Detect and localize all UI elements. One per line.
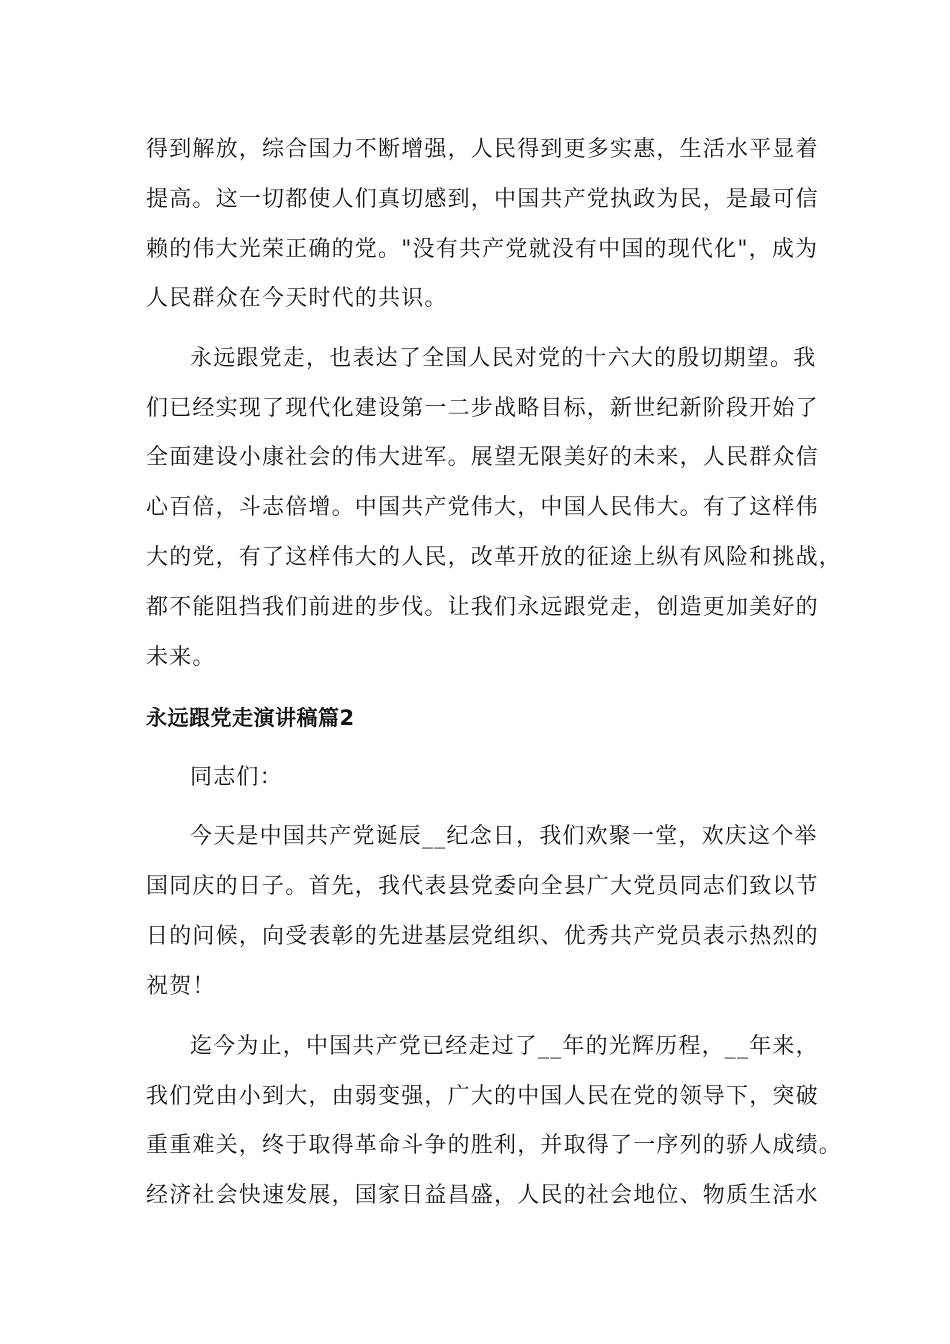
paragraph-line: 经济社会快速发展，国家日益昌盛，人民的社会地位、物质生活水 [146,1183,819,1208]
paragraph-line: 都不能阻挡我们前进的步伐。让我们永远跟党走，创造更加美好的 [146,595,819,620]
paragraph-line: 祝贺！ [146,974,216,999]
paragraph-line: 迄今为止，中国共产党已经走过了__年的光辉历程，__年来， [190,1034,819,1059]
paragraph-line: 得到解放，综合国力不断增强，人民得到更多实惠，生活水平显着 [146,137,819,162]
paragraph-line: 国同庆的日子。首先，我代表县党委向全县广大党员同志们致以节 [146,874,819,899]
salutation: 同志们： [190,765,283,790]
paragraph-line: 提高。这一切都使人们真切感到，中国共产党执政为民，是最可信 [146,187,819,212]
paragraph-line: 大的党，有了这样伟大的人民，改革开放的征途上纵有风险和挑战， [146,545,843,570]
paragraph-line: 我们党由小到大，由弱变强，广大的中国人民在党的领导下，突破 [146,1084,819,1109]
paragraph-line: 赖的伟大光荣正确的党。"没有共产党就没有中国的现代化"，成为 [146,237,819,262]
paragraph-line: 今天是中国共产党诞辰__纪念日，我们欢聚一堂，欢庆这个举 [190,824,818,849]
paragraph-line: 永远跟党走，也表达了全国人民对党的十六大的殷切期望。我 [190,346,817,371]
paragraph-line: 全面建设小康社会的伟大进军。展望无限美好的未来，人民群众信 [146,445,819,470]
paragraph-line: 重重难关，终于取得革命斗争的胜利，并取得了一序列的骄人成绩。 [146,1133,843,1158]
paragraph-line: 日的问候，向受表彰的先进基层党组织、优秀共产党员表示热烈的 [146,924,819,949]
paragraph-line: 人民群众在今天时代的共识。 [146,286,448,311]
paragraph-line: 未来。 [146,645,216,670]
paragraph-line: 们已经实现了现代化建设第一二步战略目标，新世纪新阶段开始了 [146,396,819,421]
section-heading: 永远跟党走演讲稿篇2 [146,706,355,730]
paragraph-line: 心百倍，斗志倍增。中国共产党伟大，中国人民伟大。有了这样伟 [146,495,819,520]
